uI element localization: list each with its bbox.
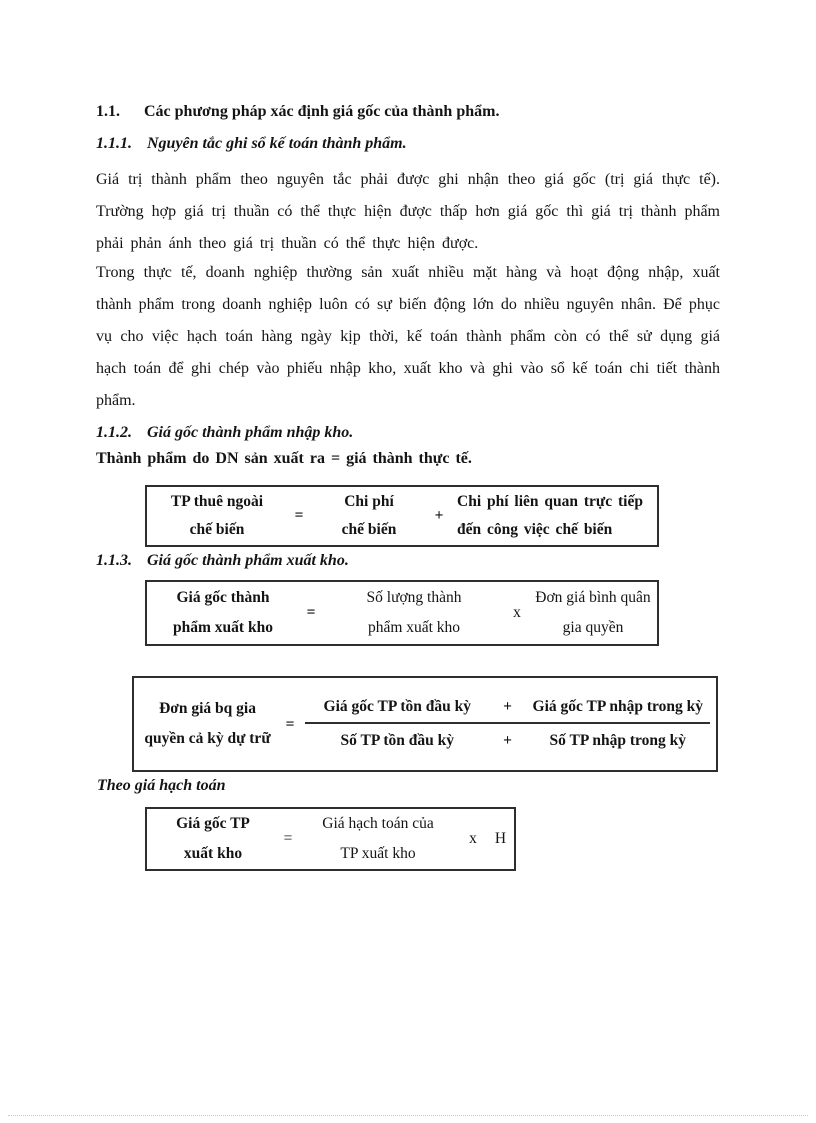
page-bottom-dotted-divider (8, 1115, 808, 1116)
f3-den-term2: Số TP nhập trong kỳ (549, 731, 686, 749)
f3-denominator (305, 724, 710, 756)
f3-num-term1-line1: Giá gốc TP tồn đầu (323, 697, 451, 715)
f1-mid-line1: Chi phí (344, 493, 394, 510)
f3-fraction (305, 693, 710, 756)
f3-lhs-line1: Đơn giá bq gia (159, 700, 256, 717)
f4-mid (303, 809, 453, 869)
f1-lhs-line1: TP thuê ngoài (170, 493, 264, 510)
f4-times-sign: x (469, 830, 477, 847)
f3-numerator (305, 693, 710, 724)
f3-numerator-plus-sign: + (503, 697, 512, 715)
f3-equals-sign: = (285, 715, 295, 733)
f2-lhs (153, 583, 293, 643)
heading-1-1-1 (96, 135, 407, 153)
f2-lhs-line1: Giá gốc thành (176, 589, 270, 606)
f2-times-sign: x (513, 604, 521, 621)
paragraph-gia-tri: Giá trị thành phẩm theo nguyên tắc phải được ghi nhận theo giá gốc (trị giá thực tế). Trường hợp giá trị thuần có thể thực hiện được thấp hơn giá gốc thì giá trị thành phẩm phải phản ánh theo giá trị thuần có thể thực hiện được. (96, 171, 720, 252)
f4-lhs (153, 809, 273, 869)
heading-1-1 (96, 103, 499, 121)
f1-rhs-line1: Chi phí liên quan trực tiếp (457, 493, 643, 510)
heading-1-1-1-text: Nguyên tắc ghi sổ kế toán thành phẩm. (147, 135, 407, 152)
f4-lhs-line1: Giá gốc TP (176, 815, 250, 832)
paragraph-trong-thuc-te: Trong thực tế, doanh nghiệp thường sản xuất nhiều mặt hàng và hoạt động nhập, xuất thành phẩm trong doanh nghiệp luôn có sự biến động lớn do nhiều nguyên nhân. Để phục vụ cho việc hạch toán hàng ngày kịp thời, kế toán thành phẩm còn có thể sử dụng giá hạch toán để ghi chép vào phiếu nhập kho, xuất kho và ghi vào sổ kế toán chi tiết thành phẩm. (96, 264, 720, 409)
f3-num-term2 (526, 693, 711, 720)
f2-rhs (535, 583, 651, 643)
f4-h-coefficient: H (494, 830, 507, 847)
f2-rhs-line1: Đơn giá bình quân (535, 589, 651, 606)
f1-plus-sign: + (434, 507, 444, 524)
f3-lhs (140, 694, 275, 754)
heading-1-1-2-text: Giá gốc thành phẩm nhập kho. (147, 424, 354, 441)
f2-mid-line2: phẩm xuất kho (367, 619, 461, 636)
note-theo-gia-hach-toan: Theo giá hạch toán (97, 777, 226, 794)
heading-1-1-2 (96, 424, 353, 442)
f3-num-term2-line1: Giá gốc TP nhập trong (532, 697, 683, 715)
f2-mid-line1: Số lượng thành (366, 589, 462, 606)
f1-rhs (457, 488, 651, 544)
heading-1-1-3 (96, 552, 349, 570)
formula-box-gia-goc-xuat-kho (145, 580, 659, 646)
f3-lhs-line2: quyền cả kỳ dự trữ (144, 730, 271, 747)
heading-1-1-1-number: 1.1.1. (96, 135, 132, 152)
formula-box-gia-hach-toan (145, 807, 516, 871)
f2-rhs-line2: gia quyền (562, 619, 624, 636)
f2-lhs-line2: phẩm xuất kho (173, 619, 273, 636)
heading-1-1-3-number: 1.1.3. (96, 552, 132, 569)
f1-lhs-line2: chế biến (189, 521, 245, 538)
f3-den-term1: Số TP tồn đầu kỳ (340, 731, 454, 749)
heading-1-1-2-number: 1.1.2. (96, 424, 132, 441)
f3-num-term2-line2: kỳ (686, 697, 703, 715)
heading-1-1-3-text: Giá gốc thành phẩm xuất kho. (147, 552, 349, 569)
f4-mid-line1: Giá hạch toán của (322, 815, 434, 832)
f1-mid-line2: chế biến (341, 521, 397, 538)
lead-sentence: Thành phẩm do DN sản xuất ra = giá thành thực tế. (96, 450, 472, 467)
formula-box-tp-thue-ngoai (145, 485, 659, 547)
f3-num-term1-line2: kỳ (454, 697, 471, 715)
f1-lhs (153, 488, 281, 544)
f3-num-term1 (305, 693, 490, 720)
f4-mid-line2: TP xuất kho (340, 845, 416, 862)
f3-denominator-plus-sign: + (503, 731, 512, 749)
f2-mid (329, 583, 499, 643)
f4-lhs-line2: xuất kho (183, 845, 243, 862)
f2-equals-sign: = (306, 604, 316, 621)
heading-1-1-number: 1.1. (96, 103, 120, 120)
f1-mid (317, 488, 421, 544)
f1-equals-sign: = (294, 507, 304, 524)
f4-equals-sign: = (283, 830, 293, 847)
f1-rhs-line2: đến công việc chế biến (457, 521, 613, 538)
formula-box-don-gia-binh-quan (132, 676, 718, 772)
heading-1-1-text: Các phương pháp xác định giá gốc của thành phẩm. (144, 103, 500, 120)
